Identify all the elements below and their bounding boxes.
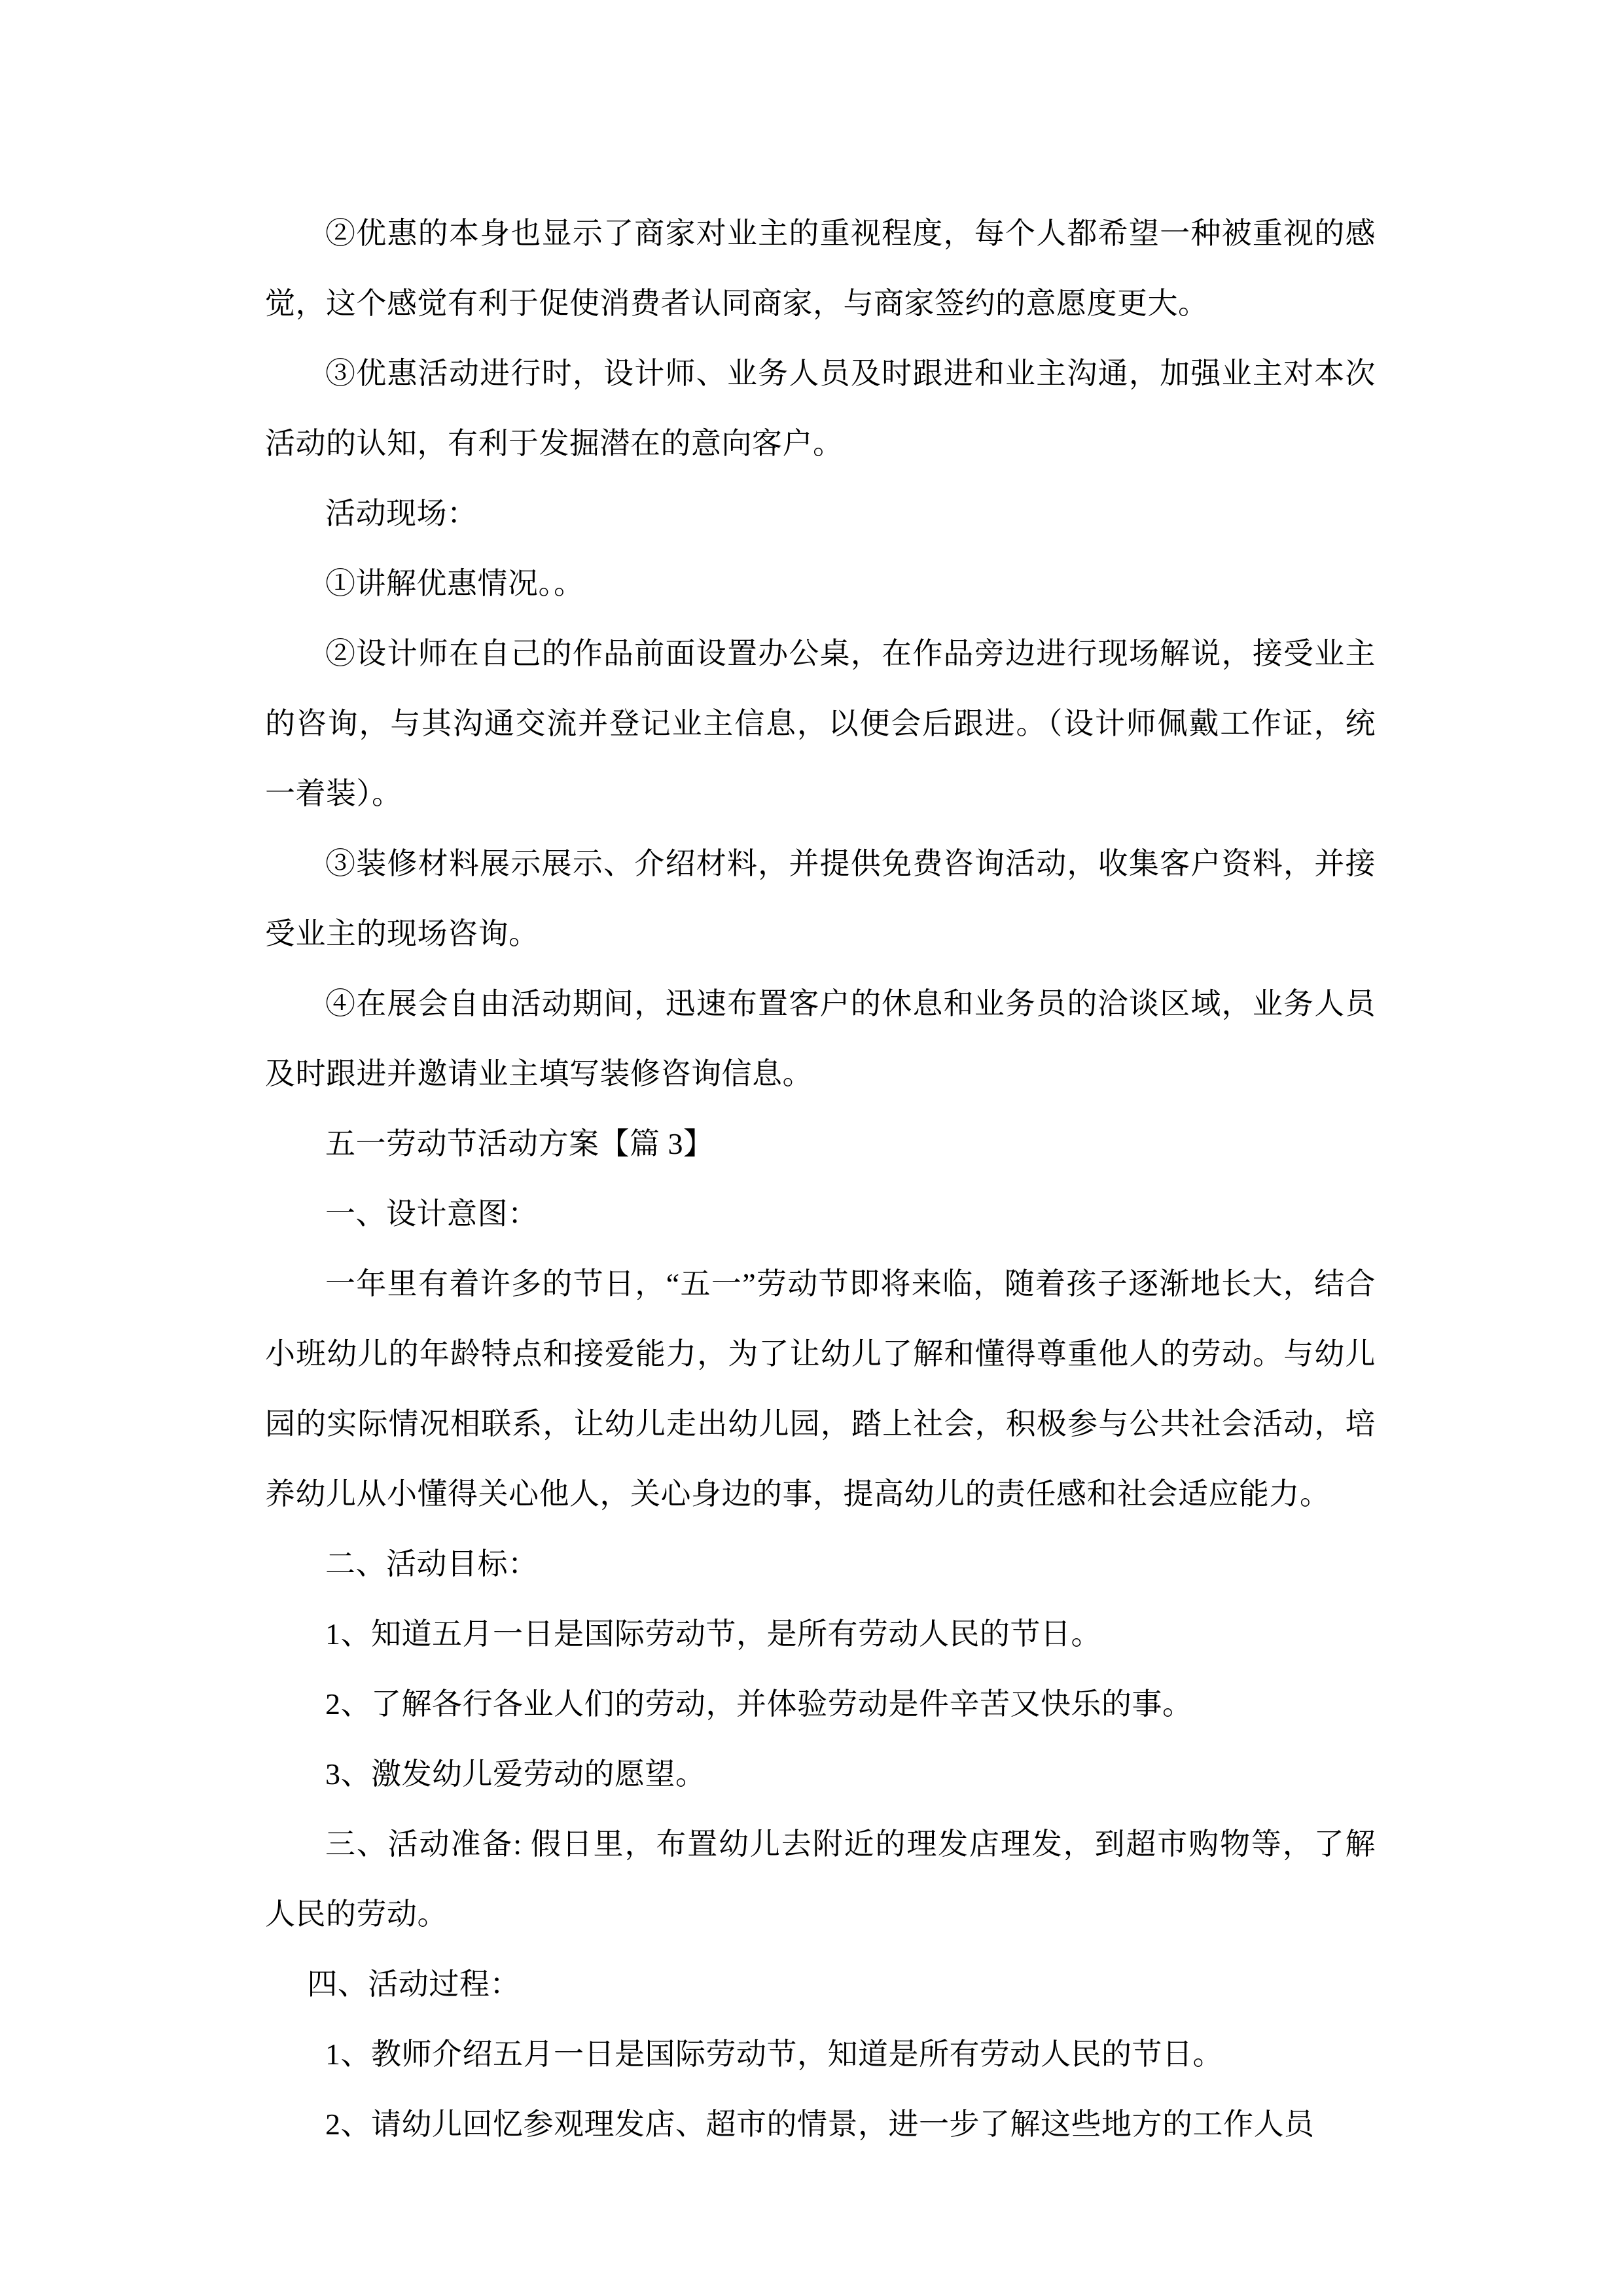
doc-heading: 三、活动准备: 假日里，布置幼儿去附近的理发店理发，到超市购物等，了解人民的劳动。 (265, 1827, 1376, 1931)
doc-list-item: 2、了解各行各业人们的劳动，并体验劳动是件辛苦又快乐的事。 (325, 1687, 1193, 1721)
doc-heading: 一、设计意图： (325, 1197, 539, 1230)
doc-paragraph: ②设计师在自己的作品前面设置办公桌，在作品旁边进行现场解说，接受业主的咨询，与其沟通交流并登记业主信息，以便会后跟进。（设计师佩戴工作证，统一着装）。 (265, 637, 1376, 810)
doc-list-item: 3、激发幼儿爱劳动的愿望。 (325, 1757, 706, 1791)
doc-paragraph: 一年里有着许多的节日，“五一”劳动节即将来临，随着孩子逐渐地长大，结合小班幼儿的年龄特点和接爱能力，为了让幼儿了解和懂得尊重他人的劳动。与幼儿园的实际情况相联系，让幼儿走出幼儿园，踏上社会，积极参与公共社会活动，培养幼儿从小懂得关心他人，关心身边的事，提高幼儿的责任感和社会适应能力。 (265, 1267, 1376, 1511)
doc-list-item: 1、知道五月一日是国际劳动节，是所有劳动人民的节日。 (325, 1617, 1101, 1651)
doc-paragraph: ③装修材料展示展示、介绍材料，并提供免费咨询活动，收集客户资料，并接受业主的现场咨询。 (265, 847, 1376, 950)
doc-paragraph: ③优惠活动进行时，设计师、业务人员及时跟进和业主沟通，加强业主对本次活动的认知，有利于发掘潜在的意向客户。 (265, 357, 1376, 460)
doc-paragraph: 活动现场： (325, 497, 478, 530)
doc-paragraph: ④在展会自由活动期间，迅速布置客户的休息和业务员的洽谈区域，业务人员及时跟进并邀请业主填写装修咨询信息。 (265, 987, 1376, 1090)
doc-heading: 二、活动目标： (325, 1547, 539, 1581)
doc-paragraph: ①讲解优惠情况。。 (325, 567, 584, 600)
doc-paragraph: ②优惠的本身也显示了商家对业主的重视程度，每个人都希望一种被重视的感觉，这个感觉有利于促使消费者认同商家，与商家签约的意愿度更大。 (265, 217, 1376, 320)
doc-list-item: 2、请幼儿回忆参观理发店、超市的情景，进一步了解这些地方的工作人员 (325, 2108, 1315, 2141)
doc-list-item: 1、教师介绍五月一日是国际劳动节，知道是所有劳动人民的节日。 (325, 2037, 1223, 2071)
doc-heading: 四、活动过程： (307, 1967, 520, 2001)
doc-section-title: 五一劳动节活动方案【篇 3】 (325, 1127, 714, 1160)
